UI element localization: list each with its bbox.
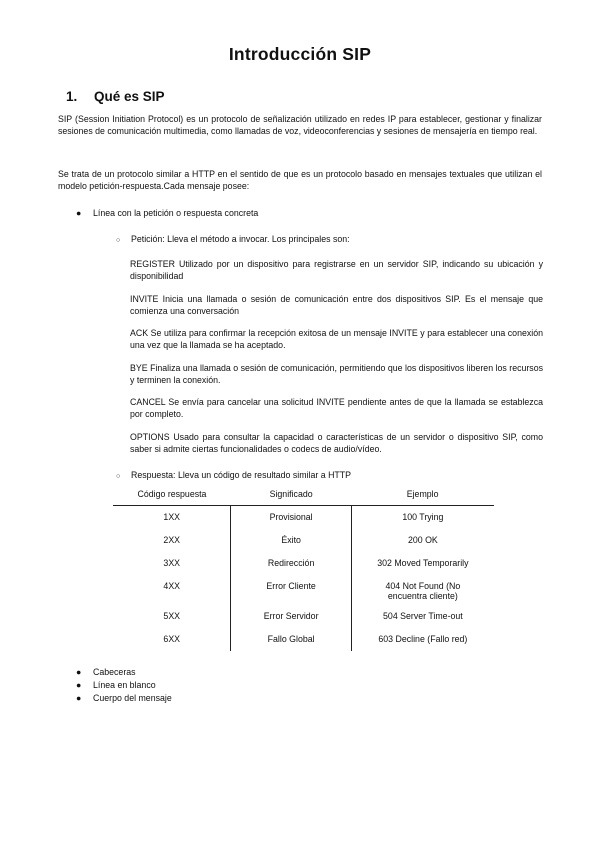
method-bye: BYE Finaliza una llamada o sesión de comunicación, permitiendo que los dispositivos liberen los recursos y terminen la conexión. [130,363,543,385]
peticion-label: Petición: Lleva el método a invocar. Los principales son: [131,234,350,244]
table-header-row [113,483,494,506]
bullet-dot: ● [76,680,82,690]
table-cell: Provisional [231,506,351,530]
intro-paragraph: SIP (Session Initiation Protocol) es un protocolo de señalización utilizado en redes IP para establecer, gestionar y finalizar sesiones de comunicación multimedia, como llamadas de voz, videoconferencias y sesiones de mensajería en tiempo real. [58,114,542,137]
table-header-cell: Ejemplo [406,489,439,499]
bullet-dot: ● [76,667,82,677]
table-cell: 3XX [113,552,231,575]
table-cell: 100 Trying [402,512,444,522]
table-row [113,506,494,530]
bullet-text: Cabeceras [93,667,136,677]
bullet-main [76,207,258,219]
sub-bullet-peticion [116,233,350,247]
bullet-linea-blanco [76,679,156,691]
table-cell: 603 Decline (Fallo red) [378,634,468,644]
bullet-main-text: Línea con la petición o respuesta concreta [93,208,259,218]
table-cell: 302 Moved Temporarily [377,558,469,568]
section-heading [66,89,165,104]
method-cancel: CANCEL Se envía para cancelar una solicitud INVITE pendiente antes de que la llamada se establezca por completo. [130,397,543,419]
table-row [113,552,494,575]
table-cell: 504 Server Time-out [383,611,463,621]
table-row [113,529,494,552]
table-cell: 200 OK [407,535,438,545]
table-row [113,628,494,651]
table-row [113,605,494,628]
method-register: REGISTER Utilizado por un dispositivo para registrarse en un servidor SIP, indicando su ubicación y disponibilidad [130,259,543,281]
document-title: Introducción SIP [228,44,372,64]
table-row [113,575,494,605]
table-cell: Redirección [231,552,351,575]
table-cell: 2XX [113,529,231,552]
second-paragraph: Se trata de un protocolo similar a HTTP en el sentido de que es un protocolo basado en mensajes textuales que utilizan el modelo petición-respuesta.Cada mensaje posee: [58,169,542,192]
respuesta-label: Respuesta: Lleva un código de resultado similar a HTTP [131,470,352,480]
table-cell: 404 Not Found (No encuentra cliente) [385,581,461,601]
bullet-text: Línea en blanco [93,680,156,690]
sub-bullet-circle: ○ [116,473,121,480]
table-cell: Error Cliente [231,575,351,605]
table-cell: Éxito [231,529,351,552]
sub-bullet-respuesta [116,469,351,483]
sub-bullet-circle: ○ [116,237,121,244]
table-cell: 1XX [113,506,231,530]
method-options: OPTIONS Usado para consultar la capacidad o características de un servidor o dispositivo SIP, como saber si admite ciertas funcionalidades o codecs de audio/vídeo. [130,432,543,454]
table-cell: Fallo Global [231,628,351,651]
method-ack: ACK Se utiliza para confirmar la recepción exitosa de un mensaje INVITE y para establecer una conexión una vez que la llamada se ha aceptado. [130,328,543,350]
table-cell: 4XX [113,575,231,605]
method-invite: INVITE Inicia una llamada o sesión de comunicación entre dos dispositivos SIP. Es el mensaje que comienza una conversación [130,294,543,316]
section-number: 1. [66,89,78,104]
table-header-cell: Significado [269,489,313,499]
table-cell: Error Servidor [231,605,351,628]
table-header-cell: Código respuesta [137,489,207,499]
response-codes-table [113,483,494,651]
bullet-dot: ● [76,693,82,703]
section-heading-text: Qué es SIP [94,89,165,104]
bullet-cuerpo [76,692,172,704]
bullet-cabeceras [76,666,136,678]
bullet-text: Cuerpo del mensaje [93,693,172,703]
table-cell: 6XX [113,628,231,651]
table-cell: 5XX [113,605,231,628]
bullet-dot: ● [76,208,82,218]
